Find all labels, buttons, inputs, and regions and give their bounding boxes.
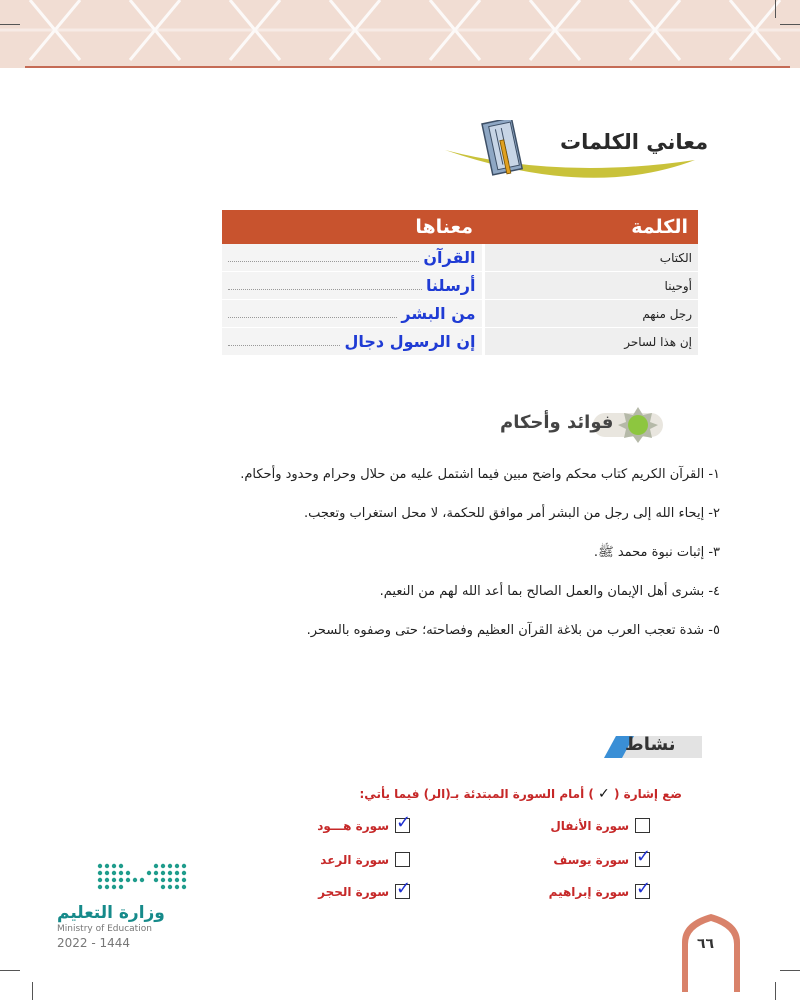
list-item: ١- القرآن الكريم كتاب محكم واضح مبين فيما اشتمل عليه من حلال وحرام وحدود وأحكام.	[240, 467, 720, 482]
option-label: سورة يوسف	[553, 852, 629, 867]
crop-mark	[0, 970, 20, 971]
table-cell-meaning: أرسلنا	[426, 276, 476, 295]
table-cell-meaning-wrap	[222, 272, 483, 300]
activity-instruction	[360, 786, 683, 802]
header-divider	[25, 66, 790, 68]
meanings-title: معاني الكلمات	[560, 130, 709, 154]
option-hijr[interactable]	[318, 878, 412, 899]
list-item: ٤- بشرى أهل الإيمان والعمل الصالح بما أعد الله لهم من النعيم.	[379, 584, 720, 599]
check-mark-icon: ✓	[396, 812, 412, 833]
check-mark-icon: ✓	[598, 786, 610, 802]
benefits-title: فوائد وأحكام	[500, 412, 614, 433]
crop-mark	[775, 982, 776, 1000]
answer-dotted-line	[228, 316, 397, 318]
crop-mark	[780, 24, 800, 25]
check-mark-icon: ✓	[636, 846, 652, 867]
option-anfal[interactable]	[550, 818, 650, 833]
table-cell-meaning: إن الرسول دجال	[344, 332, 476, 351]
table-cell-meaning: من البشر	[401, 304, 476, 323]
checkbox-checked[interactable]	[635, 878, 652, 899]
instruction-text-post: ) أمام السورة المبتدئة بـ(الر) فيما يأتي:	[359, 787, 594, 801]
crop-mark	[780, 970, 800, 971]
option-label: سورة الأنفال	[550, 818, 629, 833]
ministry-logo-icon	[96, 862, 191, 894]
table-header-word: الكلمة	[483, 210, 698, 244]
crop-mark	[0, 24, 20, 25]
checkbox-checked[interactable]	[635, 846, 652, 867]
table-row	[222, 244, 698, 272]
list-item: ٥- شدة تعجب العرب من بلاغة القرآن العظيم وفصاحته؛ حتى وصفوه بالسحر.	[306, 623, 720, 638]
option-label: سورة الرعد	[320, 852, 389, 867]
table-row	[222, 300, 698, 328]
ministry-year: 2022 - 1444	[57, 936, 131, 950]
crop-mark	[775, 0, 776, 18]
check-mark-icon: ✓	[396, 878, 412, 899]
table-cell-meaning-wrap	[222, 244, 483, 272]
option-label: سورة الحجر	[318, 884, 389, 899]
list-item: ٣- إثبات نبوة محمد ﷺ.	[593, 545, 720, 560]
activity-title: نشاط	[625, 734, 676, 755]
header-pattern-band	[0, 0, 800, 68]
table-row	[222, 328, 698, 356]
option-label: سورة هـــود	[317, 818, 389, 833]
table-header-meaning: معناها	[222, 210, 483, 244]
page-number: ٦٦	[697, 936, 715, 952]
option-yusuf[interactable]	[553, 846, 652, 867]
crop-mark	[32, 982, 33, 1000]
table-cell-word: إن هذا لساحر	[483, 328, 698, 356]
table-cell-meaning: القرآن	[423, 248, 476, 267]
option-rad[interactable]	[320, 852, 410, 867]
ministry-name-arabic: وزارة التعليم	[57, 903, 165, 923]
option-ibrahim[interactable]	[548, 878, 652, 899]
header-pattern-icon	[0, 0, 800, 68]
table-cell-meaning-wrap	[222, 328, 483, 356]
check-mark-icon: ✓	[636, 878, 652, 899]
option-hud[interactable]	[317, 812, 412, 833]
table-row	[222, 272, 698, 300]
answer-dotted-line	[228, 260, 419, 262]
checkbox-checked[interactable]	[395, 878, 412, 899]
table-cell-word: الكتاب	[483, 244, 698, 272]
ministry-name-english: Ministry of Education	[57, 924, 152, 934]
table-cell-meaning-wrap	[222, 300, 483, 328]
page-number-tab-icon	[680, 912, 742, 992]
instruction-text-pre: ضع إشارة (	[613, 787, 682, 801]
list-item: ٢- إيحاء الله إلى رجل من البشر أمر موافق للحكمة، لا محل استغراب وتعجب.	[303, 506, 720, 521]
word-meanings-table	[222, 210, 698, 356]
answer-dotted-line	[228, 288, 422, 290]
option-label: سورة إبراهيم	[548, 884, 629, 899]
table-cell-word: رجل منهم	[483, 300, 698, 328]
benefits-list	[160, 458, 720, 653]
answer-dotted-line	[228, 344, 340, 346]
checkbox-checked[interactable]	[395, 812, 412, 833]
checkbox-empty[interactable]	[395, 852, 410, 867]
checkbox-empty[interactable]	[635, 818, 650, 833]
table-cell-word: أوحينا	[483, 272, 698, 300]
